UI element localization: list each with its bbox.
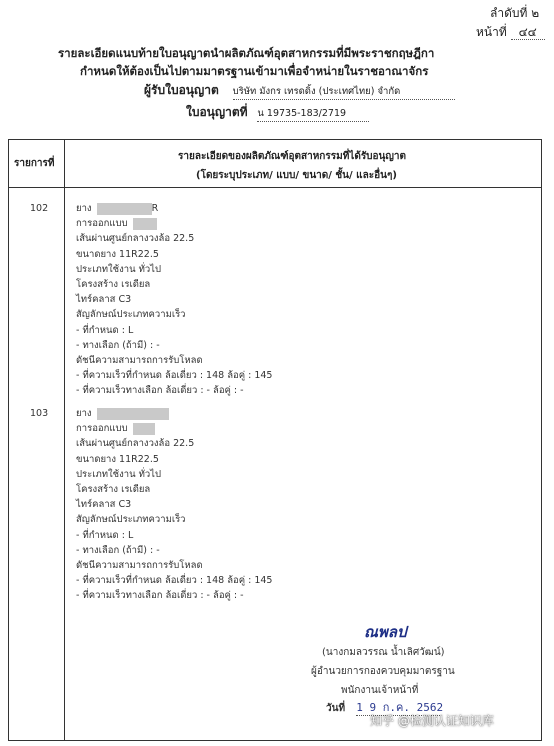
spec-line: - ที่ความเร็วทางเลือก ล้อเดี่ยว : - ล้อคู่ : -: [76, 590, 244, 602]
licensee-row: [144, 83, 455, 100]
row-item-number: 102: [30, 203, 49, 214]
licensee-label: ผู้รับใบอนุญาต: [144, 83, 219, 97]
date-label: วันที่: [326, 703, 346, 714]
signer-role: พนักงานเจ้าหน้าที่: [341, 685, 419, 696]
spec-line: - ที่กำหนด : L: [76, 324, 134, 336]
redacted-model: [133, 218, 157, 230]
signer-name: (นางกมลวรรณ น้ำเลิศวัฒน์): [322, 647, 445, 658]
redacted-brand: [97, 408, 169, 420]
watermark: 知乎 @检测认证知识库: [370, 714, 494, 728]
model-label: การออกแบบ: [76, 423, 128, 435]
spec-line: ขนาดยาง 11R22.5: [76, 453, 159, 465]
spec-line: เส้นผ่านศูนย์กลางวงล้อ 22.5: [76, 233, 195, 245]
brand-label: ยาง: [76, 203, 92, 214]
brand-label: ยาง: [76, 408, 92, 419]
model-line: [76, 216, 272, 231]
table-column-divider: [64, 139, 65, 740]
signature: ณพลป: [364, 623, 407, 641]
license-number-label: ใบอนุญาตที่: [186, 105, 248, 119]
spec-line: โครงสร้าง เรเดียล: [76, 484, 151, 496]
table-row: [76, 201, 272, 399]
spec-line: ไทร์คลาส C3: [76, 499, 132, 511]
order-number: ลำดับที่ ๒: [490, 6, 540, 20]
spec-line: - ที่กำหนด : L: [76, 529, 134, 541]
spec-line: ประเภทใช้งาน ทั่วไป: [76, 468, 161, 480]
spec-line: ประเภทใช้งาน ทั่วไป: [76, 263, 161, 275]
spec-line: เส้นผ่านศูนย์กลางวงล้อ 22.5: [76, 438, 195, 450]
spec-line: - ที่ความเร็วที่กำหนด ล้อเดี่ยว : 148 ล้อคู่ : 145: [76, 370, 273, 382]
row-item-number: 103: [30, 408, 49, 419]
page-label: หน้าที่: [476, 25, 507, 39]
spec-line: สัญลักษณ์ประเภทความเร็ว: [76, 514, 186, 526]
column-header-detail-line1: รายละเอียดของผลิตภัณฑ์อุตสาหกรรมที่ได้รับอนุญาต: [178, 151, 407, 162]
redacted-model: [133, 423, 155, 435]
model-line: [76, 421, 272, 436]
spec-line: - ทางเลือก (ถ้ามี) : -: [76, 544, 160, 556]
title-line-2: กำหนดให้ต้องเป็นไปตามมาตรฐานเข้ามาเพื่อจำหน่ายในราชอาณาจักร: [80, 64, 429, 78]
column-header-item: รายการที่: [14, 158, 55, 169]
date-stamp: 1 9 ก.ค. 2562: [356, 700, 442, 716]
title-line-1: รายละเอียดแนบท้ายใบอนุญาตนำผลิตภัณฑ์อุตสาหกรรมที่มีพระราชกฤษฎีกา: [58, 46, 435, 60]
brand-suffix: R: [151, 203, 159, 214]
spec-line: ไทร์คลาส C3: [76, 294, 132, 306]
spec-line: - ที่ความเร็วทางเลือก ล้อเดี่ยว : - ล้อคู่ : -: [76, 385, 244, 397]
page-number-value: ๔๔: [511, 25, 545, 40]
model-label: การออกแบบ: [76, 218, 128, 230]
spec-line: โครงสร้าง เรเดียล: [76, 279, 151, 291]
licensee-value: บริษัท มังกร เทรดดิ้ง (ประเทศไทย) จำกัด: [233, 85, 455, 100]
spec-line: - ทางเลือก (ถ้ามี) : -: [76, 339, 160, 351]
spec-line: สัญลักษณ์ประเภทความเร็ว: [76, 309, 186, 321]
column-header-detail-line2: (โดยระบุประเภท/ แบบ/ ขนาด/ ชั้น/ และอื่นๆ): [196, 170, 397, 181]
page-number-label: [476, 25, 545, 40]
license-number-row: [186, 105, 369, 122]
license-number-value: น 19735-183/2719: [257, 107, 369, 122]
table-row: [76, 406, 272, 604]
table-header-divider: [8, 187, 541, 188]
signer-position: ผู้อำนวยการกองควบคุมมาตรฐาน: [311, 666, 455, 677]
spec-line: ดัชนีความสามารถการรับโหลด: [76, 560, 203, 572]
spec-line: ดัชนีความสามารถการรับโหลด: [76, 355, 203, 367]
redacted-brand: [97, 203, 152, 215]
spec-line: - ที่ความเร็วที่กำหนด ล้อเดี่ยว : 148 ล้อคู่ : 145: [76, 575, 273, 587]
brand-line: [76, 201, 272, 216]
spec-line: ขนาดยาง 11R22.5: [76, 248, 159, 260]
brand-line: [76, 406, 272, 421]
